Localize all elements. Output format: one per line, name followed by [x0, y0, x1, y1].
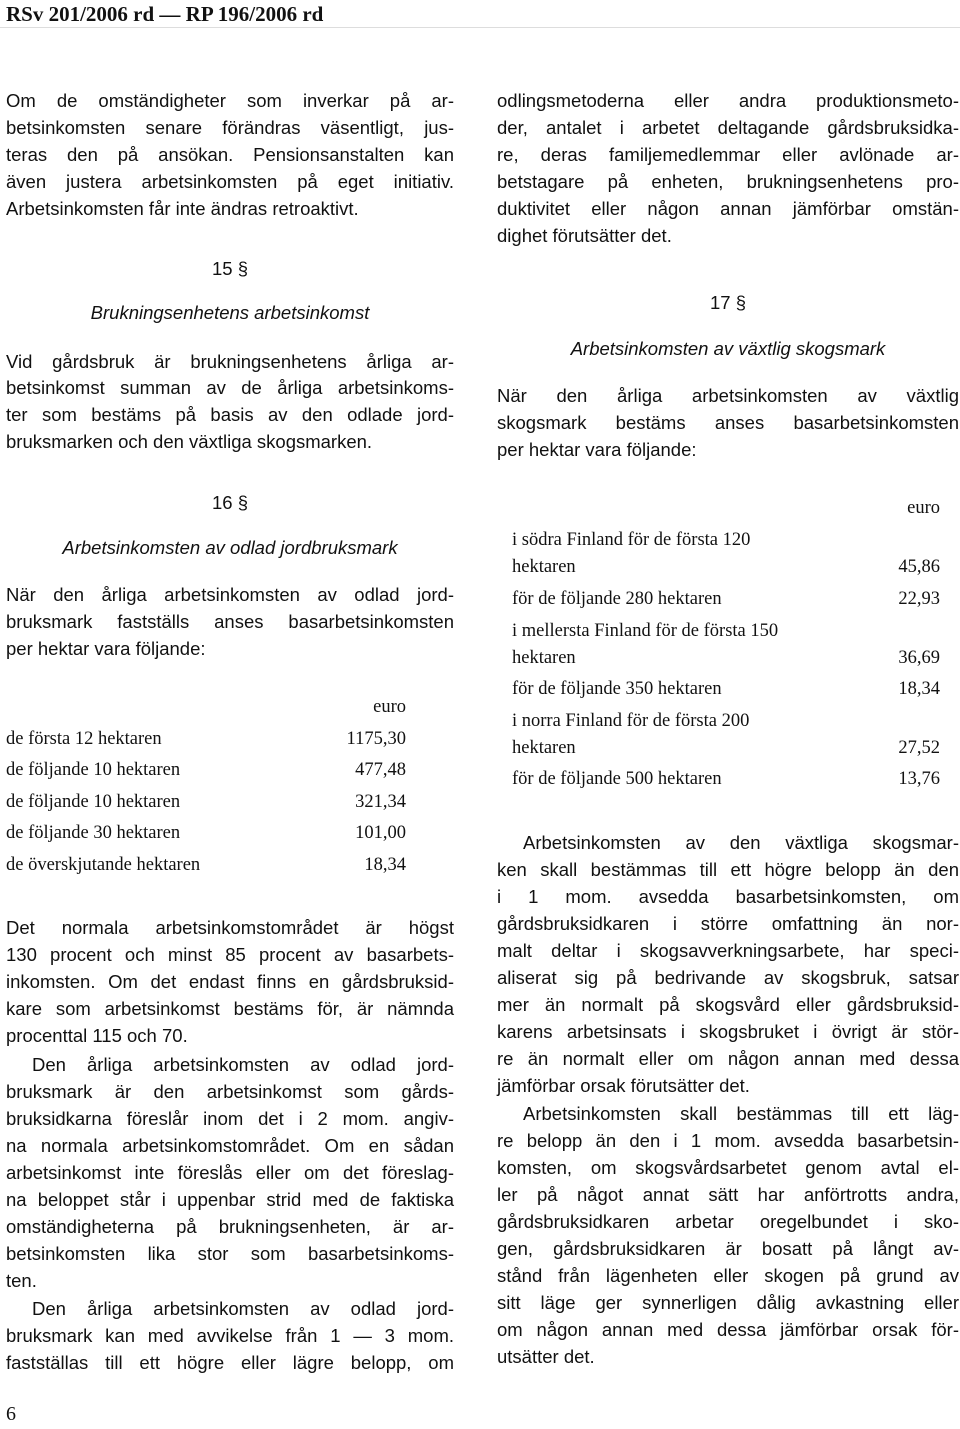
text-line: na normala arbetsinkomstområdet. Om en sådan — [6, 1135, 454, 1156]
row-value: 13,76 — [898, 769, 940, 789]
text-line: betsinkomst summan av de årliga arbetsinkoms- — [6, 377, 454, 398]
section-number: 15 § — [211, 258, 248, 279]
text-line: Om de omständigheter som inverkar på ar- — [6, 90, 454, 111]
text-line: ken skall bestämmas till ett högre belopp än den — [497, 859, 959, 880]
text-line: aliserat sig på bedrivande av skogsbruk, satsar — [497, 967, 959, 988]
text-line: malt deltar i skogsavverkningsarbete, har speci- — [497, 940, 959, 961]
text-line: Arbetsinkomsten får inte ändras retroaktivt. — [6, 198, 359, 219]
text-line: ter som bestäms på basis av den odlade jord- — [6, 404, 454, 425]
text-line: i 1 mom. avsedda basarbetsinkomsten, om — [497, 886, 959, 907]
text-line: gen, gårdsbruksidkaren är bosatt på långt av- — [497, 1238, 959, 1259]
text-line: dighet förutsätter det. — [497, 225, 672, 246]
text-line: teras den på ansökan. Pensionsanstalten kan — [6, 144, 454, 165]
row-label: för de följande 500 hektaren — [512, 769, 722, 789]
text-line: När den årliga arbetsinkomsten av odlad jord- — [6, 584, 454, 605]
text-line: jämförbar orsak förutsätter det. — [497, 1075, 750, 1096]
row-label: hektaren — [512, 648, 576, 668]
text-line: betsinkomsten senare förändras väsentligt, jus- — [6, 117, 454, 138]
text-line: bruksmark är den arbetsinkomst som gårds- — [6, 1081, 454, 1102]
text-line: sitt läge ger synnerligen dålig avkastning eller — [497, 1292, 959, 1313]
text-line: der, antalet i arbetet deltagande gårdsbruksidka- — [497, 117, 959, 138]
text-line: re än normalt eller om någon annan med dessa — [497, 1048, 959, 1069]
row-label: i södra Finland för de första 120 — [512, 530, 751, 550]
row-label: de följande 30 hektaren — [6, 823, 181, 843]
row-value: 101,00 — [355, 823, 406, 843]
row-label: de första 12 hektaren — [6, 729, 162, 749]
text-line: re belopp än den i 1 mom. avsedda basarbetsin- — [497, 1130, 959, 1151]
text-line: na beloppet står i uppenbar strid med de faktiska — [6, 1189, 454, 1210]
page-number: 6 — [6, 1403, 16, 1425]
row-value: 45,86 — [898, 557, 940, 577]
row-value: 22,93 — [898, 589, 940, 609]
row-label: i norra Finland för de första 200 — [512, 711, 750, 731]
row-label: hektaren — [512, 557, 576, 577]
row-value: 18,34 — [898, 679, 940, 699]
text-line: Den årliga arbetsinkomsten av odlad jord- — [32, 1298, 454, 1319]
text-line: utsätter det. — [497, 1346, 595, 1367]
row-value: 477,48 — [355, 760, 406, 780]
text-line: även justera arbetsinkomsten på eget initiativ. — [6, 171, 454, 192]
section-number: 16 § — [211, 492, 248, 513]
text-line: mer än normalt på skogsvård eller gårdsbruksid- — [497, 994, 959, 1015]
text-line: Vid gårdsbruk är brukningsenhetens årliga ar- — [6, 351, 454, 372]
text-line: omständigheterna på brukningsenheten, är ar- — [6, 1216, 454, 1237]
row-value: 18,34 — [364, 855, 406, 875]
section-number: 17 § — [709, 292, 746, 313]
text-line: per hektar vara följande: — [6, 638, 206, 659]
section-title: Brukningsenhetens arbetsinkomst — [90, 302, 370, 323]
text-line: inkomsten. Om det endast finns en gårdsbruksid- — [6, 971, 454, 992]
text-line: odlingsmetoderna eller andra produktionsmeto- — [497, 90, 959, 111]
text-line: procenttal 115 och 70. — [6, 1025, 188, 1046]
text-line: ler på något annat sätt har anförtrotts andra, — [497, 1184, 959, 1205]
text-line: om någon annan med dessa jämförbar orsak för- — [497, 1319, 959, 1340]
text-line: ten. — [6, 1270, 37, 1291]
row-label: de följande 10 hektaren — [6, 792, 181, 812]
text-line: komsten, om skogsvårdsarbetet genom avtal el- — [497, 1157, 959, 1178]
text-line: kare som arbetsinkomst bestäms för, är nämnda — [6, 998, 454, 1019]
text-line: bruksidkarna föreslår inom det i 2 mom. angiv- — [6, 1108, 454, 1129]
text-line: gårdsbruksidkaren i större omfattning än nor- — [497, 913, 959, 934]
section-title: Arbetsinkomsten av växtlig skogsmark — [570, 338, 886, 359]
row-label: hektaren — [512, 738, 576, 758]
text-line: duktivitet eller någon annan jämförbar omstän- — [497, 198, 959, 219]
row-value: 1175,30 — [346, 729, 406, 749]
section-title: Arbetsinkomsten av odlad jordbruksmark — [62, 537, 398, 558]
text-line: stånd från lägenheten eller skogen på grund av — [497, 1265, 959, 1286]
row-value: 36,69 — [898, 648, 940, 668]
text-line: betsinkomsten lika stor som basarbetsinkoms- — [6, 1243, 454, 1264]
text-line: gårdsbruksidkaren arbetar oregelbundet i sko- — [497, 1211, 959, 1232]
text-line: Det normala arbetsinkomstområdet är högst — [6, 917, 454, 938]
text-line: betstagare på enheten, brukningsenhetens pro- — [497, 171, 959, 192]
text-line: arbetsinkomst inte föreslås eller om det föreslag- — [6, 1162, 454, 1183]
row-label: de överskjutande hektaren — [6, 855, 201, 875]
row-label: för de följande 350 hektaren — [512, 679, 722, 699]
row-label: i mellersta Finland för de första 150 — [512, 621, 779, 641]
row-label: för de följande 280 hektaren — [512, 589, 722, 609]
left-column: Om de omständigheter som inverkar på ar- betsinkomsten senare förändras väsentligt, jus- teras den på ansökan. Pensionsanstalten kan även justera arbetsinkomsten på eget initiativ. Arbetsinkomsten får inte ändras retroaktivt. 15 § Brukningsenhetens arbetsinkomst Vid gårdsbruk är brukningsenhetens årliga ar- betsinkomst summan av de årliga arbetsinkoms- ter som bestäms på basis av den odlade jord- bruksmarken och den växtliga skogsmarken. 16 § Arbetsinkomsten av odlad jordbruksmark När den årliga arbetsinkomsten av odlad jord- bruksmark fastställs anses basarbetsinkomsten per hektar vara följande: euro de första 12 hektaren 1175,30 de följande 10 hektaren 477,48 de följande 10 hektaren 321,34 de följande 30 hektaren 101,00 de överskjutande hektaren 18,34 Det normala arbetsinkomstområdet är högst 130 procent och minst 85 procent av basarbets- inkomsten. Om det endast finns en gårdsbruksid- kare som arbetsinkomst bestäms för, är nämnda procenttal 115 och 70. Den årliga arbetsinkomsten av odlad jord- bruksmark är den arbetsinkomst som gårds- bruksidkarna föreslår inom det i 2 mom. angiv- na normala arbetsinkomstområdet. Om en sådan arbetsinkomst inte föreslås eller om det föreslag- na beloppet står i uppenbar strid med de faktiska omständigheterna på brukningsenheten, är ar- betsinkomsten lika stor som basarbetsinkoms- ten. Den årliga arbetsinkomsten av odlad jord- bruksmark kan med avvikelse från 1 — 3 mom. fastställas till ett högre eller lägre belopp, om — [6, 90, 454, 1373]
text-line: bruksmark kan med avvikelse från 1 — 3 mom. — [6, 1325, 454, 1346]
running-header: RSv 201/2006 rd — RP 196/2006 rd — [0, 0, 960, 28]
text-line: Arbetsinkomsten av den växtliga skogsmar- — [523, 832, 959, 853]
text-line: bruksmark fastställs anses basarbetsinkomsten — [6, 611, 454, 632]
row-value: 321,34 — [355, 792, 406, 812]
text-line: När den årliga arbetsinkomsten av växtlig — [497, 385, 959, 406]
text-line: re, deras familjemedlemmar eller avlönade ar- — [497, 144, 959, 165]
text-line: 130 procent och minst 85 procent av basarbets- — [6, 944, 454, 965]
row-value: 27,52 — [898, 738, 940, 758]
row-label: de följande 10 hektaren — [6, 760, 181, 780]
text-line: bruksmarken och den växtliga skogsmarken. — [6, 431, 373, 452]
text-line: fastställas till ett högre eller lägre belopp, om — [6, 1352, 454, 1373]
right-column: odlingsmetoderna eller andra produktionsmeto- der, antalet i arbetet deltagande gårdsbruksidka- re, deras familjemedlemmar eller avlönade ar- betstagare på enheten, brukningsenhetens pro- duktivitet eller någon annan jämförbar omstän- dighet förutsätter det. 17 § Arbetsinkomsten av växtlig skogsmark När den årliga arbetsinkomsten av växtlig skogsmark bestäms anses basarbetsinkomsten per hektar vara följande: euro i södra Finland för de första 120 hektaren 45,86 för de följande 280 hektaren 22,93 i mellersta Finland för de första 150 hektaren 36,69 för de följande 350 hektaren 18,34 i norra Finland för de första 200 hektaren 27,52 för de följande 500 hektaren 13,76 Arbetsinkomsten av den växtliga skogsmar- ken skall bestämmas till ett högre belopp än den i 1 mom. avsedda basarbetsinkomsten, om gårdsbruksidkaren i större omfattning än nor- malt deltar i skogsavverkningsarbete, har speci- aliserat sig på bedrivande av skogsbruk, satsar mer än normalt på skogsvård eller gårdsbruksid- karens arbetsinsats i skogsbruket i övrigt är stör- re än normalt eller om någon annan med dessa jämförbar orsak förutsätter det. Arbetsinkomsten skall bestämmas till ett läg- re belopp än den i 1 mom. avsedda basarbetsin- komsten, om skogsvårdsarbetet genom avtal el- ler på något annat sätt har anförtrotts andra, gårdsbruksidkaren arbetar oregelbundet i sko- gen, gårdsbruksidkaren är bosatt på långt av- stånd från lägenheten eller skogen på grund av sitt läge ger synnerligen dålig avkastning eller om någon annan med dessa jämförbar orsak för- utsätter det. — [497, 90, 959, 1367]
text-line: per hektar vara följande: — [497, 439, 697, 460]
text-line: Arbetsinkomsten skall bestämmas till ett läg- — [523, 1103, 959, 1124]
text-line: karens arbetsinsats i skogsbruket i övrigt är stör- — [497, 1021, 959, 1042]
text-line: Den årliga arbetsinkomsten av odlad jord- — [32, 1054, 454, 1075]
text-line: skogsmark bestäms anses basarbetsinkomsten — [497, 412, 959, 433]
